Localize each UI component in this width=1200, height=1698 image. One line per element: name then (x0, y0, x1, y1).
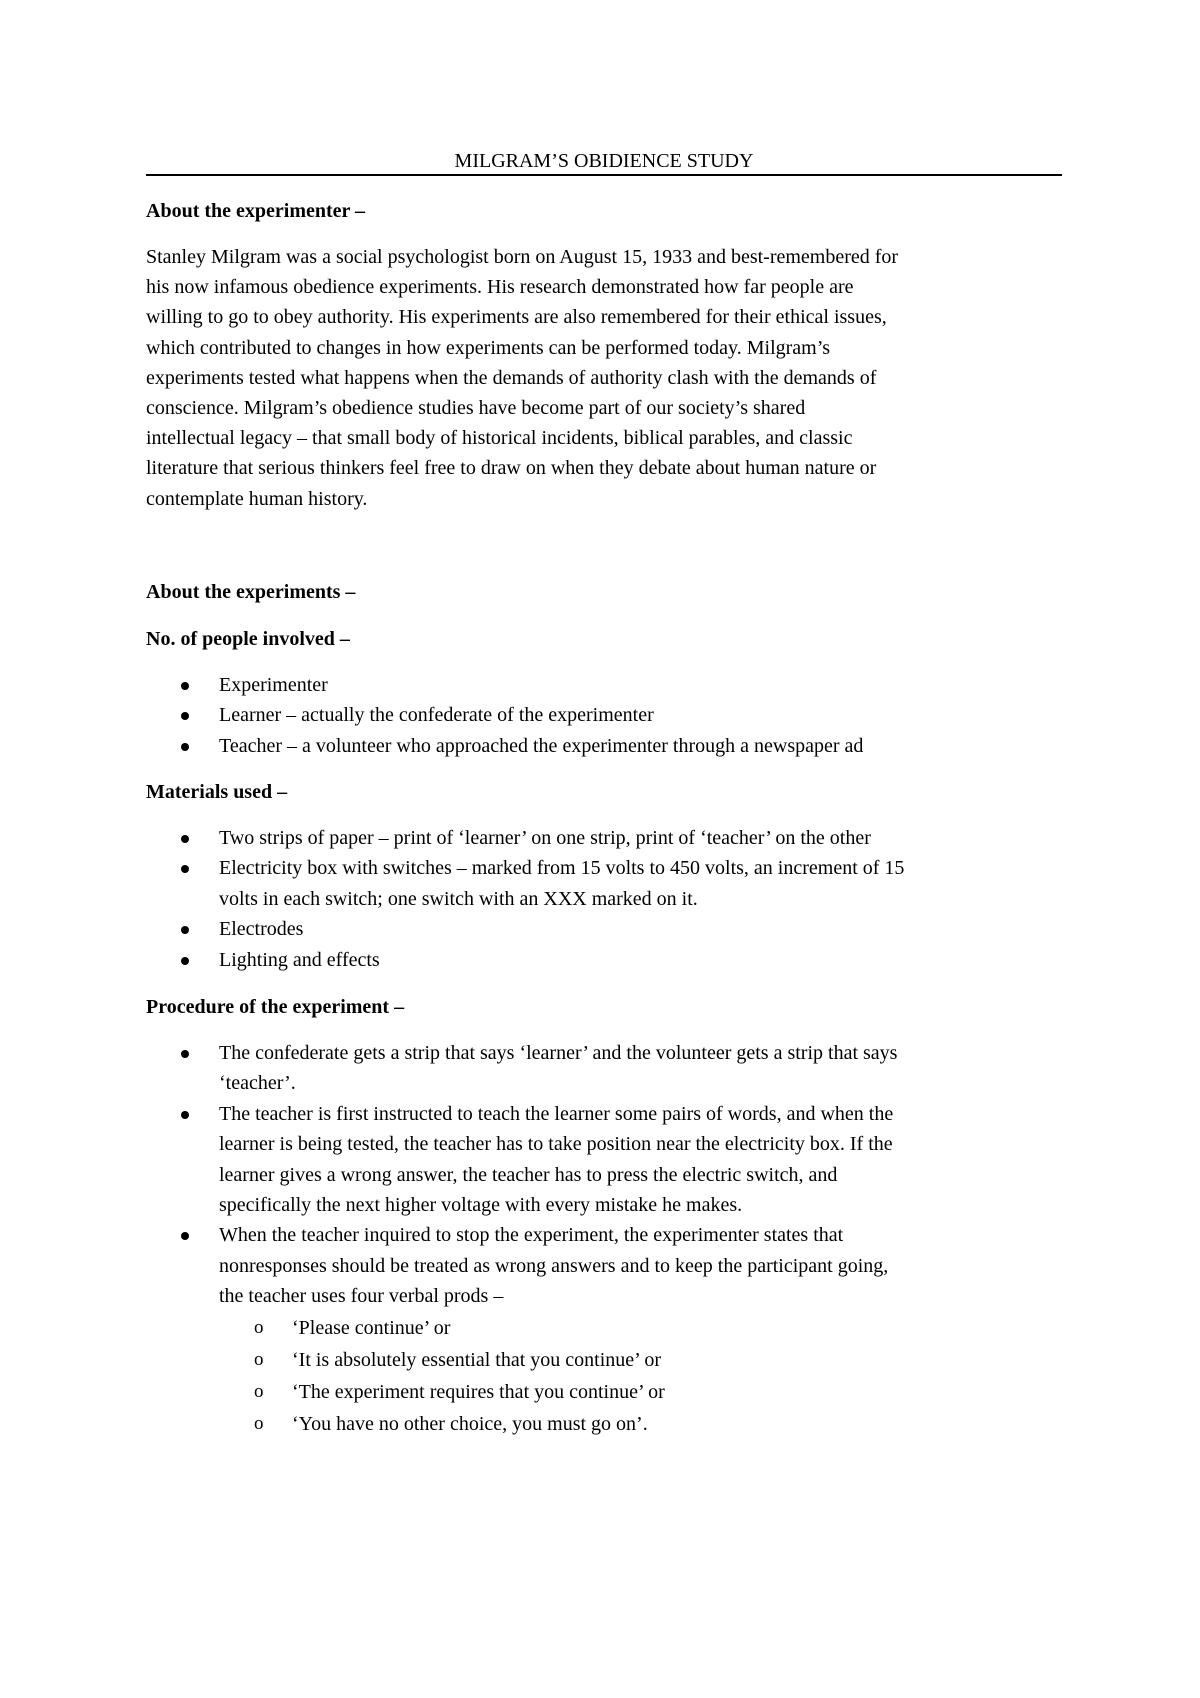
bullet-icon (181, 682, 189, 690)
sub-list-item-text: ‘Please continue’ or (292, 1316, 451, 1339)
paragraph-line: intellectual legacy – that small body of historical incidents, biblical parables, and classic (146, 427, 853, 450)
materials-list (146, 823, 1062, 975)
list-item-text: Electrodes (219, 918, 304, 941)
paragraph-line: willing to go to obey authority. His experiments are also remembered for their ethical issues, (146, 306, 887, 329)
list-item-text: learner gives a wrong answer, the teacher has to press the electric switch, and (219, 1163, 838, 1186)
list-item-text: nonresponses should be treated as wrong answers and to keep the participant going, (219, 1254, 889, 1277)
experimenter-paragraph (146, 242, 1066, 514)
paragraph-line: experiments tested what happens when the demands of authority clash with the demands of (146, 366, 877, 389)
sub-list-item (219, 1376, 1062, 1408)
document-title: MILGRAM’S OBIDIENCE STUDY (454, 150, 754, 172)
list-item (146, 700, 1062, 730)
list-item-text: Learner – actually the confederate of the experimenter (219, 704, 654, 727)
heading-about-experimenter: About the experimenter – (146, 200, 366, 222)
paragraph-line: his now infamous obedience experiments. His research demonstrated how far people are (146, 276, 854, 299)
list-item (146, 1220, 1062, 1439)
bullet-icon (181, 1111, 189, 1119)
list-item (146, 823, 1062, 853)
list-item-text: the teacher uses four verbal prods – (219, 1285, 504, 1308)
bullet-icon (181, 957, 189, 965)
list-item-text: Electricity box with switches – marked from 15 volts to 450 volts, an increment of 15 (219, 857, 905, 880)
paragraph-line: which contributed to changes in how experiments can be performed today. Milgram’s (146, 336, 831, 359)
list-item (146, 914, 1062, 944)
hollow-bullet-icon: o (254, 1316, 264, 1338)
sub-list-item-text: ‘It is absolutely essential that you continue’ or (292, 1348, 661, 1371)
paragraph-line: Stanley Milgram was a social psychologist born on August 15, 1933 and best-remembered for (146, 246, 899, 268)
list-item-text: Teacher – a volunteer who approached the experimenter through a newspaper ad (219, 734, 864, 757)
list-item (146, 853, 1062, 914)
list-item-text: volts in each switch; one switch with an XXX marked on it. (219, 887, 698, 910)
procedure-list (146, 1038, 1062, 1440)
hollow-bullet-icon: o (254, 1412, 264, 1434)
list-item (146, 731, 1062, 761)
sub-list-item-text: ‘You have no other choice, you must go on’. (292, 1412, 648, 1435)
list-item (146, 1099, 1062, 1221)
sub-list-item-text: ‘The experiment requires that you continue’ or (292, 1380, 665, 1403)
list-item (146, 1038, 1062, 1099)
sub-list-item (219, 1312, 1062, 1344)
bullet-icon (181, 865, 189, 873)
paragraph-line: conscience. Milgram’s obedience studies have become part of our society’s shared (146, 397, 806, 420)
hollow-bullet-icon: o (254, 1380, 264, 1402)
sub-list-item (219, 1344, 1062, 1376)
list-item-text: specifically the next higher voltage with every mistake he makes. (219, 1194, 743, 1217)
list-item-text: Experimenter (219, 674, 328, 696)
heading-materials-used: Materials used – (146, 781, 288, 803)
bullet-icon (181, 712, 189, 720)
heading-procedure: Procedure of the experiment – (146, 996, 405, 1018)
title-underline (146, 174, 1062, 176)
list-item (146, 670, 1062, 700)
paragraph-line: literature that serious thinkers feel free to draw on when they debate about human nature or (146, 457, 877, 480)
hollow-bullet-icon: o (254, 1348, 264, 1370)
people-list (146, 670, 1062, 761)
bullet-icon (181, 743, 189, 751)
bullet-icon (181, 926, 189, 934)
list-item-text: The teacher is first instructed to teach the learner some pairs of words, and when the (219, 1102, 894, 1125)
paragraph-line: contemplate human history. (146, 487, 368, 510)
list-item-text: Two strips of paper – print of ‘learner’ on one strip, print of ‘teacher’ on the other (219, 827, 871, 849)
list-item-text: Lighting and effects (219, 948, 380, 971)
list-item-text: When the teacher inquired to stop the experiment, the experimenter states that (219, 1224, 844, 1247)
prods-list (219, 1312, 1062, 1440)
heading-about-experiments: About the experiments – (146, 581, 356, 603)
list-item-text: The confederate gets a strip that says ‘learner’ and the volunteer gets a strip that says (219, 1042, 898, 1064)
heading-people-involved: No. of people involved – (146, 628, 350, 650)
bullet-icon (181, 835, 189, 843)
list-item-text: ‘teacher’. (219, 1072, 296, 1095)
bullet-icon (181, 1232, 189, 1240)
list-item (146, 945, 1062, 975)
sub-list-item (219, 1408, 1062, 1440)
bullet-icon (181, 1050, 189, 1058)
list-item-text: learner is being tested, the teacher has to take position near the electricity box. If the (219, 1133, 893, 1156)
